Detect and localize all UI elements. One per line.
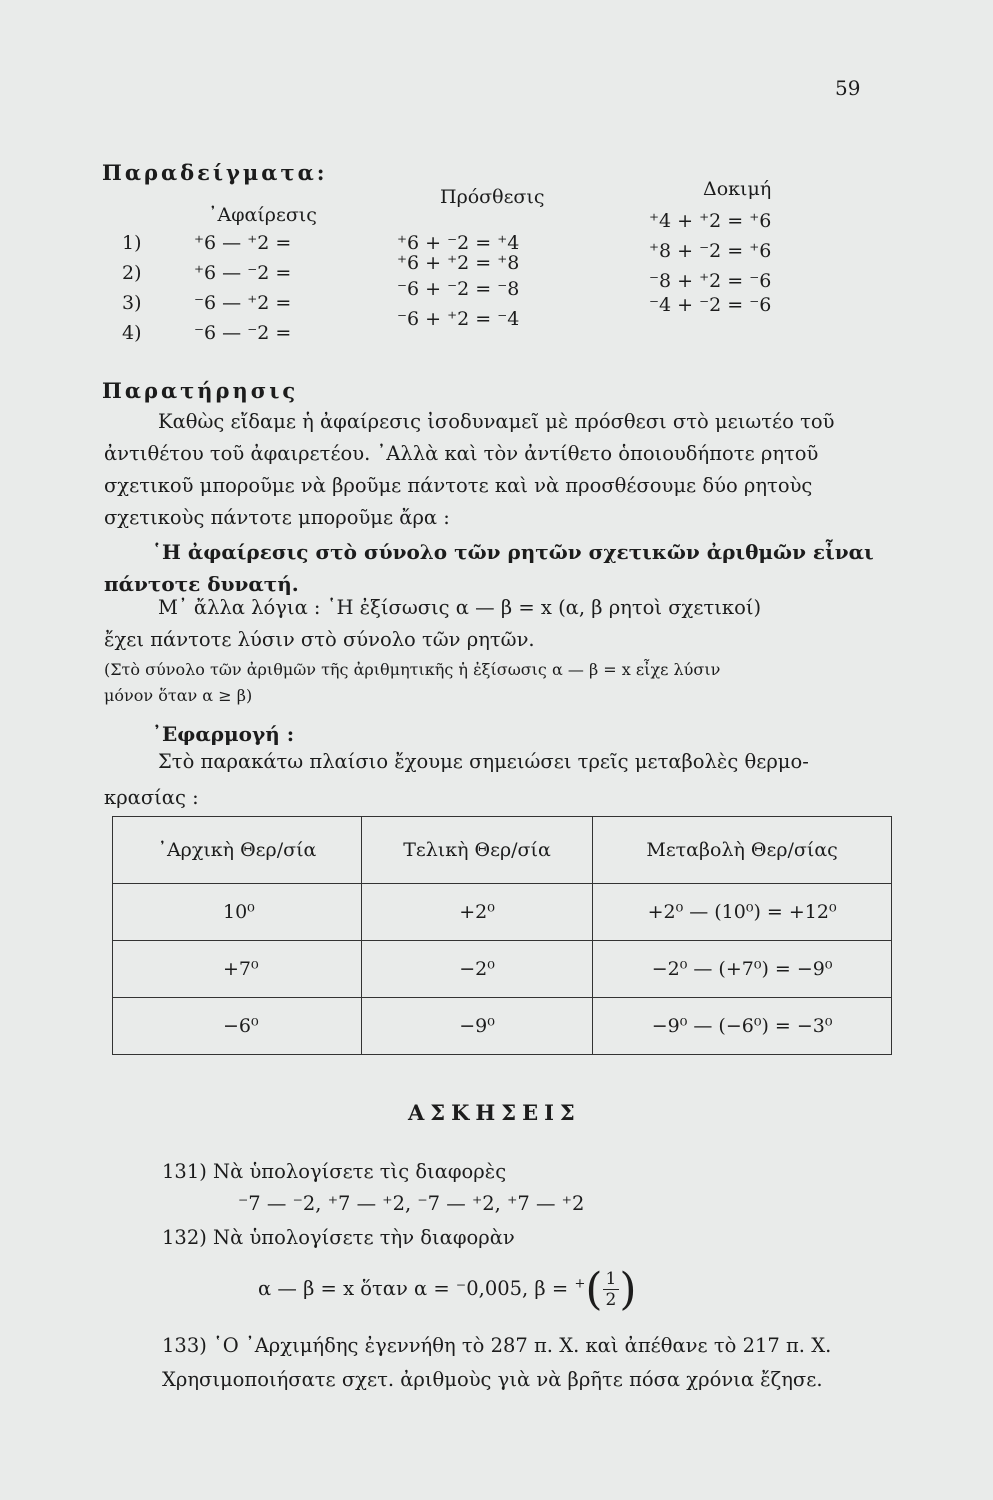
application-heading: ᾿Εφαρμογή : bbox=[152, 722, 295, 746]
header-initial: ᾿Αρχικὴ Θερ/σία bbox=[113, 817, 362, 884]
exercise-132-label: 132) Νὰ ὑπολογίσετε τὴν διαφορὰν bbox=[162, 1226, 515, 1249]
fraction-sign: + bbox=[574, 1276, 586, 1292]
note-line-1: (Στὸ σύνολο τῶν ἀριθμῶν τῆς ἀριθμητικῆς ἡ ἐξίσωσις α — β = x εἶχε λύσιν bbox=[104, 660, 721, 679]
cell-initial: +7⁰ bbox=[113, 941, 362, 998]
row-index: 2) bbox=[122, 262, 142, 284]
column-addition: Πρόσθεσις bbox=[440, 186, 545, 208]
examples-heading: Παραδείγματα: bbox=[102, 160, 328, 185]
page-number: 59 bbox=[835, 76, 861, 100]
row-index: 1) bbox=[122, 232, 142, 254]
row-addition: ⁻6 + ⁻2 = ⁻8 bbox=[397, 278, 520, 300]
exercise-133-line-1: 133) ῾Ο ᾿Αρχιμήδης ἐγεννήθη τὸ 287 π. Χ. καὶ ἀπέθανε τὸ 217 π. Χ. bbox=[162, 1334, 832, 1357]
exercise-133-line-2: Χρησιμοποιήσατε σχετ. ἀριθμοὺς γιὰ νὰ βρῆτε πόσα χρόνια ἔζησε. bbox=[162, 1368, 823, 1391]
table-header-row bbox=[113, 817, 892, 884]
row-check: ⁻8 + ⁺2 = ⁻6 bbox=[649, 270, 772, 292]
observation-line: Καθὼς εἴδαμε ἡ ἀφαίρεσις ἰσοδυναμεῖ μὲ πρόσθεσι στὸ μειωτέο τοῦ bbox=[158, 410, 835, 433]
cell-initial: 10⁰ bbox=[113, 884, 362, 941]
row-check: ⁺8 + ⁻2 = ⁺6 bbox=[649, 240, 772, 262]
exercises-heading: ΑΣΚΗΣΕΙΣ bbox=[408, 1100, 581, 1125]
row-check: ⁻4 + ⁻2 = ⁻6 bbox=[649, 294, 772, 316]
theorem-line-2: πάντοτε δυνατή. bbox=[104, 572, 299, 596]
header-final: Τελικὴ Θερ/σία bbox=[361, 817, 592, 884]
note-line-2: μόνον ὅταν α ≥ β) bbox=[104, 686, 253, 705]
column-check: Δοκιμή bbox=[703, 178, 772, 200]
row-check: ⁺4 + ⁺2 = ⁺6 bbox=[649, 210, 772, 232]
application-line-1: Στὸ παρακάτω πλαίσιο ἔχουμε σημειώσει τρεῖς μεταβολὲς θερμο- bbox=[158, 750, 809, 773]
header-change: Μεταβολὴ Θερ/σίας bbox=[593, 817, 892, 884]
table-row bbox=[113, 998, 892, 1055]
cell-final: +2⁰ bbox=[361, 884, 592, 941]
observation-heading: Παρατήρησις bbox=[102, 378, 299, 403]
other-words-line-2: ἔχει πάντοτε λύσιν στὸ σύνολο τῶν ρητῶν. bbox=[104, 628, 535, 651]
observation-line: σχετικοῦ μποροῦμε νὰ βροῦμε πάντοτε καὶ νὰ προσθέσουμε δύο ρητοὺς bbox=[104, 474, 813, 497]
cell-change: −9⁰ — (−6⁰) = −3⁰ bbox=[593, 998, 892, 1055]
column-subtraction: ᾿Αφαίρεσις bbox=[208, 204, 317, 226]
observation-line: ἀντιθέτου τοῦ ἀφαιρετέου. ᾿Αλλὰ καὶ τὸν ἀντίθετο ὁποιουδήποτε ρητοῦ bbox=[104, 442, 819, 465]
table-row bbox=[113, 884, 892, 941]
row-addition: ⁺6 + ⁺2 = ⁺8 bbox=[397, 252, 520, 274]
temperature-table bbox=[112, 816, 892, 1055]
cell-final: −9⁰ bbox=[361, 998, 592, 1055]
paren-right: ) bbox=[619, 1264, 637, 1315]
row-index: 4) bbox=[122, 322, 142, 344]
row-addition: ⁻6 + ⁺2 = ⁻4 bbox=[397, 308, 520, 330]
fraction bbox=[603, 1269, 620, 1310]
row-addition: ⁺6 + ⁻2 = ⁺4 bbox=[397, 232, 520, 254]
theorem-line-1: ῾Η ἀφαίρεσις στὸ σύνολο τῶν ρητῶν σχετικῶν ἀριθμῶν εἶναι bbox=[152, 540, 874, 564]
application-line-2: κρασίας : bbox=[104, 786, 199, 809]
observation-line: σχετικοὺς πάντοτε μποροῦμε ἄρα : bbox=[104, 506, 450, 529]
exercise-132-equation-text: α — β = x ὅταν α = ⁻0,005, β = bbox=[258, 1277, 569, 1300]
fraction-denominator: 2 bbox=[605, 1290, 617, 1310]
exercise-131-items: ⁻7 — ⁻2, ⁺7 — ⁺2, ⁻7 — ⁺2, ⁺7 — ⁺2 bbox=[238, 1192, 585, 1215]
row-subtraction: ⁺6 — ⁺2 = bbox=[194, 232, 292, 254]
cell-final: −2⁰ bbox=[361, 941, 592, 998]
row-subtraction: ⁺6 — ⁻2 = bbox=[194, 262, 292, 284]
cell-change: +2⁰ — (10⁰) = +12⁰ bbox=[593, 884, 892, 941]
exercise-131-label: 131) Νὰ ὑπολογίσετε τὶς διαφορὲς bbox=[162, 1160, 507, 1183]
row-subtraction: ⁻6 — ⁻2 = bbox=[194, 322, 292, 344]
paren-left: ( bbox=[585, 1264, 603, 1315]
example-row bbox=[122, 294, 842, 352]
fraction-numerator: 1 bbox=[603, 1269, 620, 1290]
exercise-132-equation bbox=[258, 1264, 637, 1315]
row-subtraction: ⁻6 — ⁺2 = bbox=[194, 292, 292, 314]
row-index: 3) bbox=[122, 292, 142, 314]
cell-change: −2⁰ — (+7⁰) = −9⁰ bbox=[593, 941, 892, 998]
table-row bbox=[113, 941, 892, 998]
cell-initial: −6⁰ bbox=[113, 998, 362, 1055]
other-words-line-1: Μ᾿ ἄλλα λόγια : ῾Η ἐξίσωσις α — β = x (α, β ρητοὶ σχετικοί) bbox=[158, 596, 762, 619]
